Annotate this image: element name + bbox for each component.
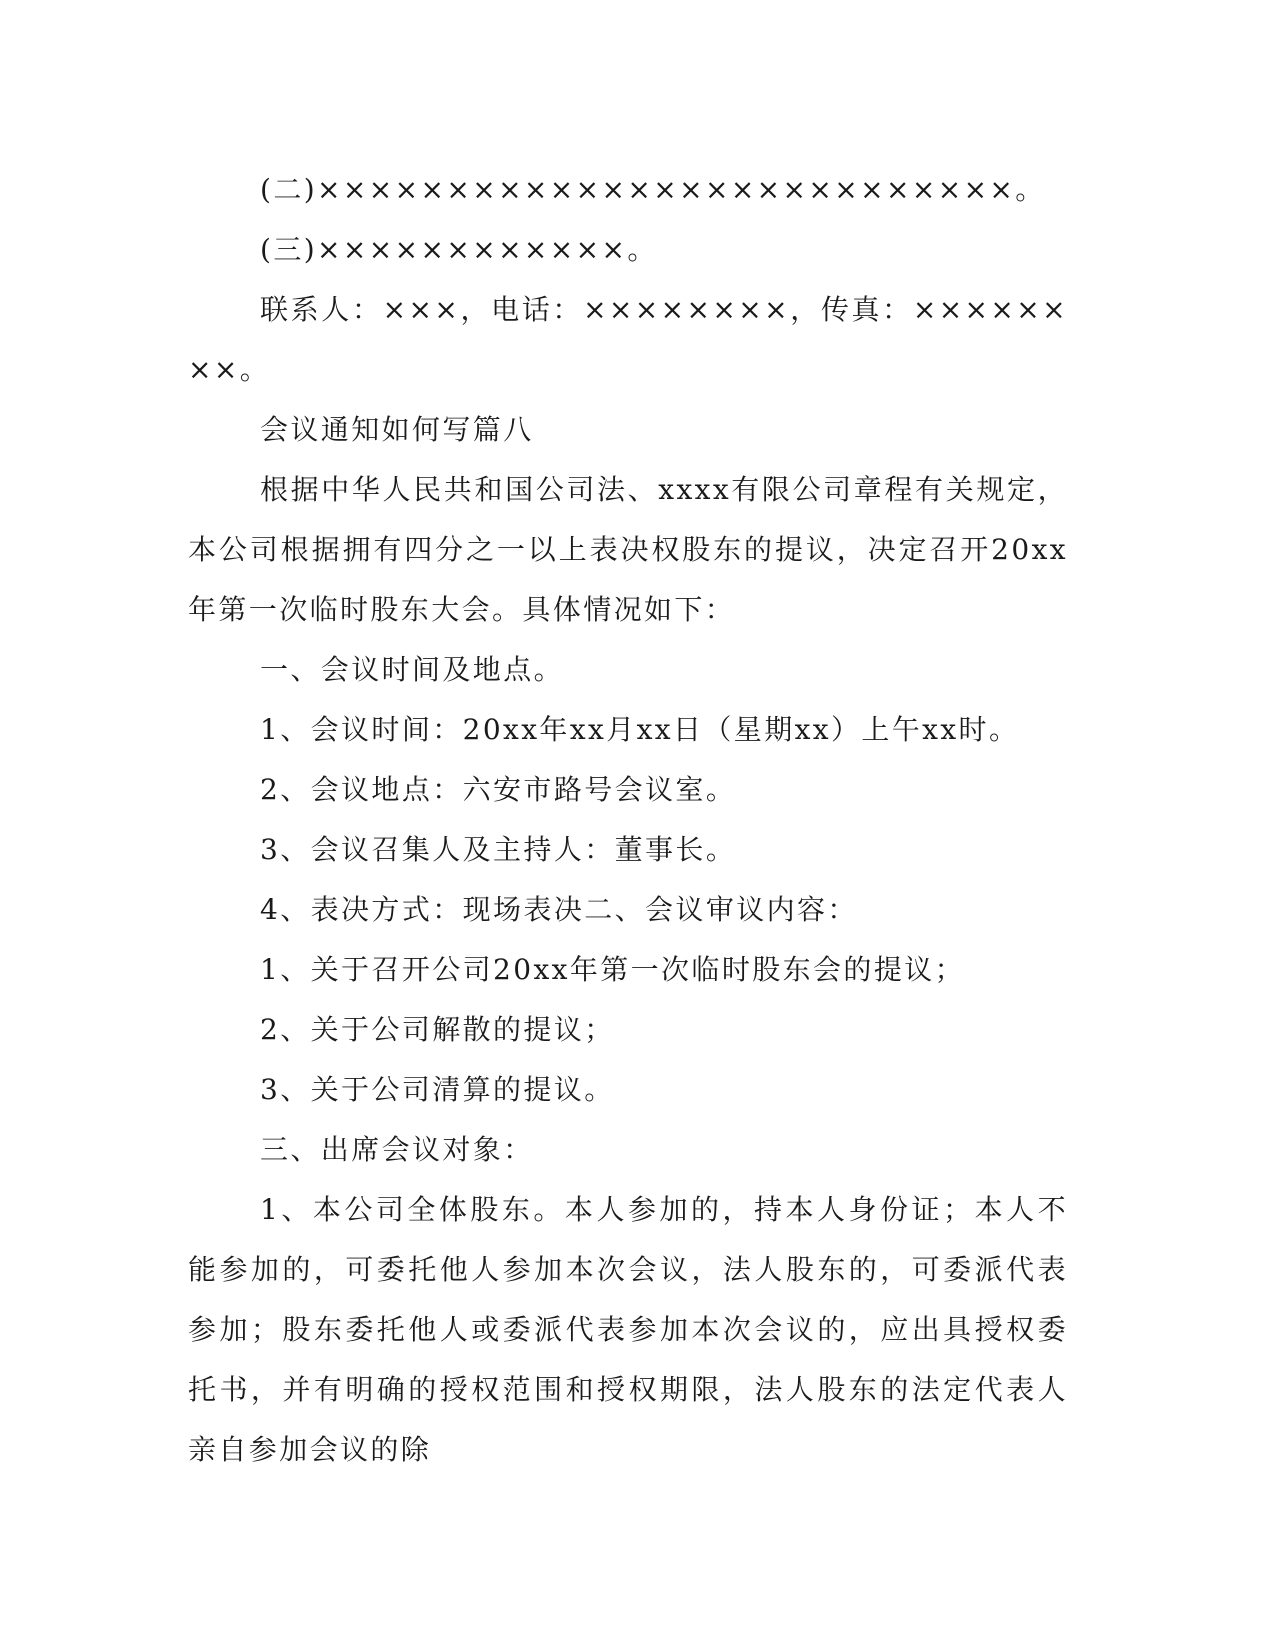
- paragraph-agenda-3: 3、关于公司清算的提议。: [260, 1073, 615, 1106]
- paragraph-agenda-1: 1、关于召开公司20xx年第一次临时股东会的提议；: [260, 953, 966, 986]
- paragraph-attendees-1: 1、本公司全体股东。本人参加的，持本人身份证；本人不能参加的，可委托他人参加本次会议，法人股东的，可委派代表参加；股东委托他人或委派代表参加本次会议的，应出具授权委托书，并有明确的授权范围和授权期限，法人股东的法定代表人亲自参加会议的除: [188, 1193, 1068, 1466]
- paragraph-convener: 3、会议召集人及主持人：董事长。: [260, 833, 737, 866]
- paragraph-section-2: (二)×××××××××××××××××××××××××××。: [260, 173, 1046, 206]
- paragraph-contact: 联系人：×××，电话：××××××××，传真：××××××××。: [188, 293, 1068, 386]
- paragraph-intro: 根据中华人民共和国公司法、xxxx有限公司章程有关规定，本公司根据拥有四分之一以上表决权股东的提议，决定召开20xx年第一次临时股东大会。具体情况如下：: [188, 473, 1068, 626]
- document-body: [188, 160, 1068, 1480]
- paragraph-voting-method: 4、表决方式：现场表决二、会议审议内容：: [260, 893, 858, 926]
- paragraph-attendees-title: 三、出席会议对象：: [260, 1133, 534, 1166]
- paragraph-section-3: (三)××××××××××××。: [260, 233, 658, 266]
- paragraph-heading: 会议通知如何写篇八: [260, 413, 534, 446]
- paragraph-agenda-2: 2、关于公司解散的提议；: [260, 1013, 615, 1046]
- paragraph-meeting-place: 2、会议地点：六安市路号会议室。: [260, 773, 737, 806]
- paragraph-time-place-title: 一、会议时间及地点。: [260, 653, 565, 686]
- paragraph-meeting-time: 1、会议时间：20xx年xx月xx日（星期xx）上午xx时。: [260, 713, 1020, 746]
